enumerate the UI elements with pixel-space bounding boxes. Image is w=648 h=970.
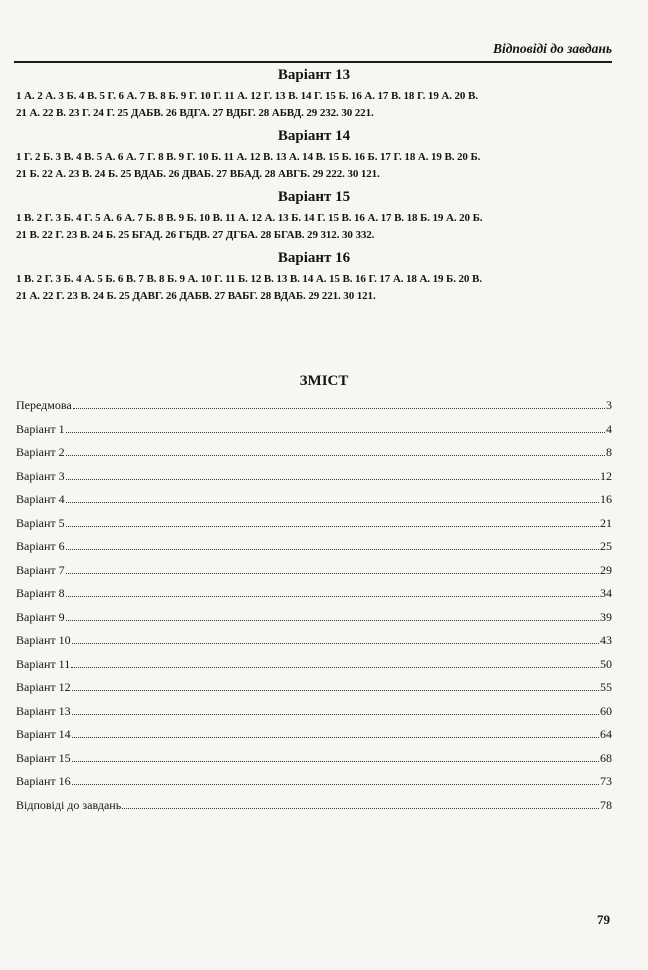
toc-leader-dots — [66, 619, 599, 621]
toc-entry — [16, 704, 612, 728]
variant-15-title: Варіант 15 — [277, 189, 351, 205]
toc-leader-dots — [66, 525, 599, 527]
toc-entry — [16, 610, 612, 634]
toc-entry-page: 60 — [600, 703, 612, 718]
toc-entry-page: 68 — [600, 750, 612, 765]
toc-leader-dots — [71, 666, 599, 668]
toc-entry-label: Варіант 13 — [16, 703, 71, 718]
toc-entry-label: Варіант 5 — [16, 515, 65, 530]
toc-title: ЗМІСТ — [299, 373, 349, 389]
toc-entry-label: Варіант 3 — [16, 468, 65, 483]
toc-entry-page: 50 — [600, 656, 612, 671]
toc-leader-dots — [66, 501, 599, 503]
toc-entry-label: Передмова — [16, 398, 72, 412]
toc-entry-page: 43 — [600, 633, 612, 647]
toc-leader-dots — [72, 713, 599, 715]
toc-entry — [16, 798, 612, 822]
toc-entry — [16, 751, 612, 775]
variant-13-answers-line-1: 1 А. 2 А. 3 Б. 4 В. 5 Г. 6 А. 7 В. 8 Б. 9 Г. 10 Г. 11 А. 12 Г. 13 В. 14 Г. 15 Б. 16 А. 17 В. 18 Г. 19 А. 20 В. — [16, 90, 478, 102]
toc-entry-page: 8 — [606, 445, 612, 459]
toc-leader-dots — [66, 431, 605, 433]
toc-entry — [16, 492, 612, 516]
toc-entry-label: Варіант 16 — [16, 774, 71, 788]
toc-entry-page: 73 — [600, 774, 612, 788]
toc-entry — [16, 633, 612, 657]
toc-entry-page: 55 — [600, 680, 612, 694]
toc-entry-label: Варіант 11 — [16, 656, 71, 671]
variant-14-block — [16, 127, 612, 183]
toc-entry-page: 64 — [600, 727, 612, 741]
toc-entry — [16, 469, 612, 493]
toc-entry — [16, 657, 612, 681]
toc-leader-dots — [122, 807, 599, 809]
toc-entry — [16, 516, 612, 540]
running-header-title: Відповіді до завдань — [492, 41, 612, 56]
toc-entry-label: Варіант 10 — [16, 633, 71, 647]
variant-13-answers-line-2: 21 А. 22 В. 23 Г. 24 Г. 25 ДАБВ. 26 ВДГА. 27 ВДБГ. 28 АБВД. 29 232. 30 221. — [16, 107, 374, 119]
toc-leader-dots — [72, 736, 599, 738]
toc-entry-page: 29 — [600, 562, 612, 577]
toc-entry-page: 4 — [606, 421, 612, 436]
toc-entry-page: 12 — [600, 468, 612, 483]
toc-entry-label: Варіант 12 — [16, 680, 71, 694]
toc-leader-dots — [66, 572, 599, 574]
toc-entry-label: Варіант 8 — [16, 586, 65, 600]
page-number: 79 — [597, 912, 610, 927]
variant-16-title: Варіант 16 — [277, 250, 351, 266]
toc-entry — [16, 727, 612, 751]
variant-15-answers-line-2: 21 В. 22 Г. 23 В. 24 Б. 25 БГАД. 26 ГБДВ. 27 ДГБА. 28 БГАВ. 29 312. 30 332. — [16, 229, 375, 241]
answers-section — [16, 66, 612, 310]
toc-entry — [16, 774, 612, 798]
variant-14-answers-line-1: 1 Г. 2 Б. 3 В. 4 В. 5 А. 6 А. 7 Г. 8 В. 9 Г. 10 Б. 11 А. 12 В. 13 А. 14 В. 15 Б. 16 Б. 17 Г. 18 А. 19 В. 20 Б. — [16, 151, 481, 163]
toc-entry-label: Варіант 2 — [16, 445, 65, 459]
toc-entry — [16, 563, 612, 587]
toc-entry — [16, 680, 612, 704]
variant-13-block — [16, 66, 612, 122]
toc-leader-dots — [66, 478, 599, 480]
variant-15-block — [16, 188, 612, 244]
table-of-contents — [16, 398, 612, 821]
toc-leader-dots — [66, 595, 599, 597]
toc-entry — [16, 539, 612, 563]
toc-leader-dots — [66, 454, 605, 456]
toc-entry-label: Варіант 1 — [16, 421, 65, 436]
variant-14-title: Варіант 14 — [277, 128, 351, 144]
variant-14-answers-line-2: 21 Б. 22 А. 23 В. 24 Б. 25 ВДАБ. 26 ДВАБ. 27 ВБАД. 28 АВГБ. 29 222. 30 121. — [16, 168, 380, 180]
running-header — [14, 40, 612, 63]
toc-entry — [16, 445, 612, 469]
toc-entry-page: 39 — [600, 609, 612, 624]
toc-entry-label: Варіант 6 — [16, 539, 65, 553]
toc-leader-dots — [72, 689, 599, 691]
variant-15-answers-line-1: 1 В. 2 Г. 3 Б. 4 Г. 5 А. 6 А. 7 Б. 8 В. 9 Б. 10 В. 11 А. 12 А. 13 Б. 14 Г. 15 В. 16 А. 17 В. 18 Б. 19 А. 20 Б. — [16, 212, 483, 224]
toc-entry-label: Варіант 7 — [16, 562, 65, 577]
toc-entry — [16, 586, 612, 610]
toc-entry-page: 34 — [600, 586, 612, 600]
variant-16-block — [16, 249, 612, 305]
toc-entry-label: Варіант 9 — [16, 609, 65, 624]
toc-entry-label: Відповіді до завдань — [16, 797, 122, 812]
toc-entry-page: 21 — [600, 515, 612, 530]
toc-entry — [16, 422, 612, 446]
toc-entry-page: 3 — [606, 398, 612, 412]
toc-entry-label: Варіант 14 — [16, 727, 71, 741]
toc-entry-page: 78 — [600, 797, 612, 812]
toc-leader-dots — [72, 642, 599, 644]
variant-13-title: Варіант 13 — [277, 67, 351, 83]
toc-leader-dots — [72, 783, 599, 785]
variant-16-answers-line-2: 21 А. 22 Г. 23 В. 24 Б. 25 ДАВГ. 26 ДАБВ. 27 ВАБГ. 28 ВДАБ. 29 221. 30 121. — [16, 290, 376, 302]
toc-leader-dots — [73, 407, 605, 409]
toc-leader-dots — [66, 548, 599, 550]
toc-entry — [16, 398, 612, 422]
toc-entry-page: 25 — [600, 539, 612, 553]
variant-16-answers-line-1: 1 В. 2 Г. 3 Б. 4 А. 5 Б. 6 В. 7 В. 8 Б. 9 А. 10 Г. 11 Б. 12 В. 13 В. 14 А. 15 В. 16 Г. 17 А. 18 А. 19 Б. 20 В. — [16, 273, 482, 285]
toc-entry-page: 16 — [600, 492, 612, 506]
toc-entry-label: Варіант 4 — [16, 492, 65, 506]
toc-entry-label: Варіант 15 — [16, 750, 71, 765]
toc-leader-dots — [72, 760, 599, 762]
